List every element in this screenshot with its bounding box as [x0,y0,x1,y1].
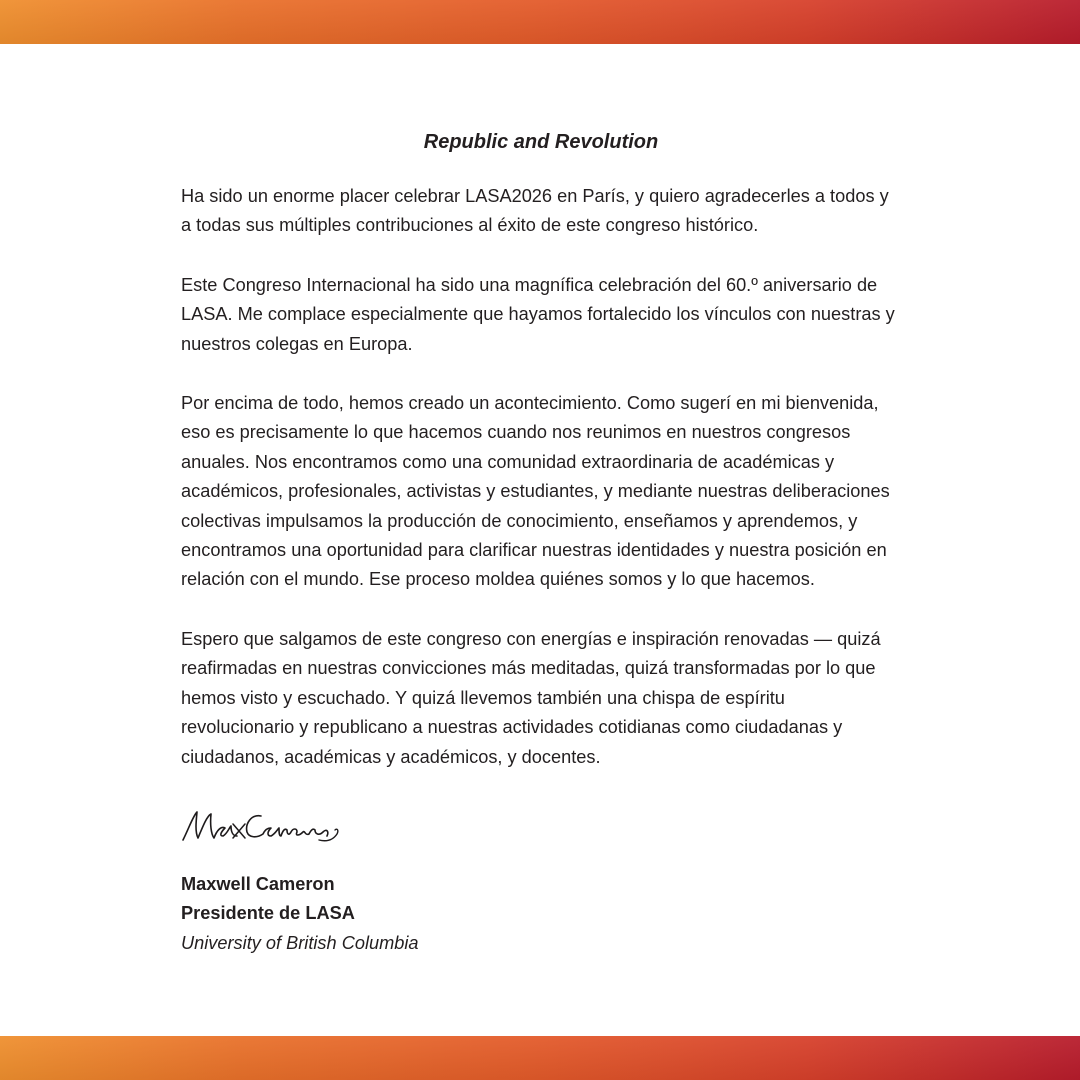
signer-role: Presidente de LASA [181,903,355,924]
handwritten-signature [181,802,341,850]
paragraph-3: Por encima de todo, hemos creado un acontecimiento. Como sugerí en mi bienvenida, eso es precisamente lo que hacemos cuando nos reunimos en nuestros congresos anuales. Nos encontramos como una comunidad extraordinaria de académicas y académicos, profesionales, activistas y estudiantes, y mediante nuestras deliberaciones colectivas impulsamos la producción de conocimiento, enseñamos y aprendemos, y encontramos una oportunidad para clarificar nuestras identidades y nuestra posición en relación con el mundo. Ese proceso moldea quiénes somos y lo que hacemos. [181,393,890,590]
top-decorative-band [0,0,1080,44]
letter-title: Republic and Revolution [423,131,659,153]
paragraph-4: Espero que salgamos de este congreso con energías e inspiración renovadas — quizá reafirmadas en nuestras convicciones más meditadas, quizá transformadas por lo que hemos visto y escuchado. Y quizá llevemos también una chispa de espíritu revolucionario y republicano a nuestras actividades cotidianas como ciudadanas y ciudadanos, académicas y académicos, y docentes. [181,628,881,767]
signature-block [181,870,901,958]
paragraph-1: Ha sido un enorme placer celebrar LASA2026 en París, y quiero agradecerles a todos y a todas sus múltiples contribuciones al éxito de este congreso histórico. [181,186,889,236]
signer-affiliation: University of British Columbia [181,932,419,953]
signer-name: Maxwell Cameron [181,873,335,894]
bottom-decorative-band [0,1036,1080,1080]
paragraph-2: Este Congreso Internacional ha sido una magnífica celebración del 60.º aniversario de LASA. Me complace especialmente que hayamos fortalecido los vínculos con nuestras y nuestros colegas en Europa. [181,274,895,354]
letter-body [181,128,901,958]
